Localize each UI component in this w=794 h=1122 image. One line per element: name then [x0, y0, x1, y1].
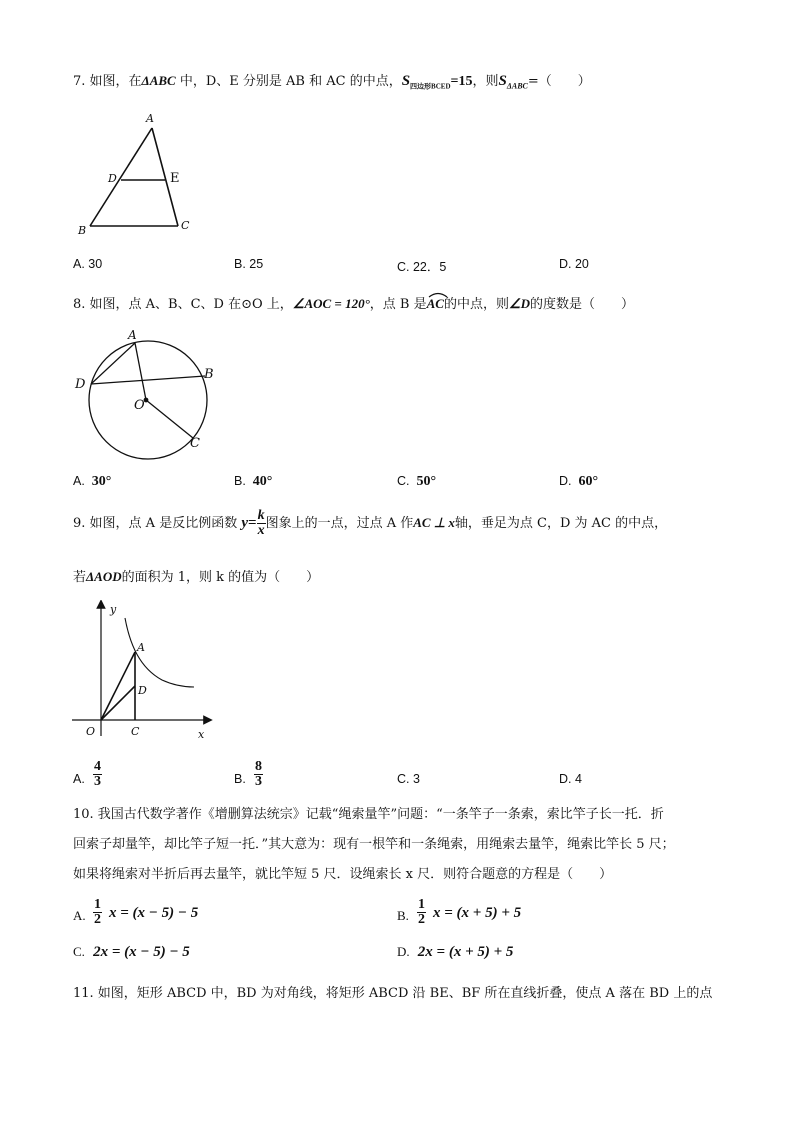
q9-segment-od — [101, 686, 135, 720]
q7-area2-subscript: ΔABC — [506, 81, 528, 91]
q10-option-a-num: 1 — [94, 897, 101, 912]
q9-text-post: 轴，垂足为点 C，D 为 AC 的中点， — [454, 516, 668, 531]
q9-graph-figure — [70, 600, 215, 740]
q9-line2-post: 的面积为 1，则 k 的值为（ ） — [121, 570, 320, 585]
q7-text-pre: 7. 如图，在 — [73, 74, 142, 89]
q10-option-b-letter: B. — [397, 908, 409, 923]
q7-label-d: D — [108, 172, 117, 185]
q9-option-a-letter: A. — [73, 772, 85, 786]
q7-area2-symbol: S — [498, 73, 507, 89]
q7-option-c[interactable]: C. 22．5 — [397, 260, 447, 274]
q8-option-d-value: 60° — [578, 474, 599, 489]
q7-area-subscript: 四边形BCED — [410, 82, 451, 91]
q10-option-a-fraction — [93, 898, 102, 927]
q9-option-a-fraction — [93, 760, 102, 789]
q8-text-pre: 8. 如图，点 A、B、C、D 在⊙O 上， — [73, 297, 293, 312]
q8-option-b[interactable] — [234, 474, 272, 490]
q10-option-a-expr: x = (x − 5) − 5 — [109, 905, 199, 921]
q10-option-d-expr: 2x = (x + 5) + 5 — [417, 944, 514, 960]
q8-text-mid: ，点 B 是 — [369, 297, 427, 312]
question-11-line1: 11. 如图，矩形 ABCD 中，BD 为对角线，将矩形 ABCD 沿 BE、BF 所在直线折叠，使点 A 落在 BD 上的点 — [73, 986, 713, 1001]
q9-label-o: O — [86, 725, 96, 738]
q8-radius-oc — [146, 400, 193, 438]
q9-option-c[interactable]: C. 3 — [397, 772, 420, 786]
q10-option-c-letter: C. — [73, 944, 85, 959]
q7-option-d[interactable]: D. 20 — [559, 257, 589, 271]
q8-label-c: C — [190, 436, 200, 451]
q9-option-b-num: 8 — [255, 759, 262, 774]
q7-text-mid: 中，D、E 分别是 AB 和 AC 的中点， — [175, 74, 402, 89]
q8-option-a[interactable] — [73, 474, 111, 490]
q8-radius-oa — [135, 343, 146, 400]
q10-option-c[interactable] — [73, 944, 190, 961]
q9-segment-oa — [101, 652, 135, 720]
q10-option-a-letter: A. — [73, 908, 86, 923]
q9-perp-symbol: AC ⊥ x — [413, 515, 455, 530]
question-8-stem — [73, 291, 634, 314]
q9-option-b-fraction — [254, 760, 263, 789]
q7-option-a[interactable]: A. 30 — [73, 257, 103, 271]
q8-angle-d: ∠D — [508, 296, 531, 311]
q8-arc-label: AC — [426, 296, 444, 311]
q9-option-a-num: 4 — [94, 759, 101, 774]
q8-option-d[interactable] — [559, 474, 598, 490]
q10-option-b-expr: x = (x + 5) + 5 — [433, 905, 522, 921]
question-10-line3: 如果将绳索对半折后再去量竿，就比竿短 5 尺．设绳索长 x 尺．则符合题意的方程是（ ） — [73, 867, 613, 882]
q10-option-b-fraction — [417, 898, 426, 927]
q7-label-a: A — [146, 112, 154, 125]
q8-option-a-letter: A. — [73, 474, 85, 488]
q10-option-d-letter: D. — [397, 944, 410, 959]
q9-k: k — [257, 508, 265, 523]
q8-text-post: 的中点，则 — [443, 297, 509, 312]
q9-text-pre: 9. 如图，点 A 是反比例函数 — [73, 516, 238, 531]
q8-option-c-letter: C. — [397, 474, 410, 488]
q9-fraction-k-over-x — [257, 509, 266, 538]
q10-option-b-num: 1 — [418, 897, 425, 912]
q8-chord-db — [91, 376, 205, 384]
q7-label-c: C — [181, 219, 190, 232]
q9-option-b-den: 3 — [255, 774, 262, 789]
q9-x: x — [257, 523, 265, 538]
q8-label-d: D — [75, 377, 86, 392]
q10-option-c-expr: 2x = (x − 5) − 5 — [93, 944, 190, 960]
q9-option-a-den: 3 — [94, 774, 101, 789]
q9-text-mid: 图象上的一点，过点 A 作 — [265, 516, 414, 531]
question-7-stem — [73, 72, 591, 96]
q8-option-b-letter: B. — [234, 474, 246, 488]
q9-label-d: D — [138, 684, 147, 697]
q8-arc-mark-icon — [427, 290, 449, 298]
q8-option-c-value: 50° — [416, 474, 437, 489]
q9-equals: = — [248, 515, 257, 531]
q7-label-e: E — [170, 171, 180, 186]
q8-label-o: O — [134, 398, 145, 413]
q8-text-tail: 的度数是（ ） — [530, 297, 635, 312]
q9-line2-pre: 若 — [73, 570, 87, 585]
q7-side-ab — [90, 128, 152, 226]
q7-triangle-symbol: ΔABC — [141, 73, 176, 88]
q7-label-b: B — [78, 224, 87, 237]
q9-option-d[interactable]: D. 4 — [559, 772, 582, 786]
q9-label-y: y — [110, 603, 117, 616]
q8-chord-da — [91, 343, 135, 384]
question-9-stem-line2 — [73, 568, 319, 587]
q8-label-a: A — [128, 328, 137, 342]
q7-text-tail: =（ ） — [527, 74, 591, 89]
q9-y-var: y — [241, 515, 249, 531]
q7-area-value: =15 — [450, 74, 473, 89]
q9-label-c: C — [131, 725, 140, 738]
q10-option-b-den: 2 — [418, 912, 425, 927]
question-10-line2: 回索子却量竿，却比竿子短一托．”其大意为：现有一根竿和一条绳索，用绳索去量竿，绳索比竿长 5 尺； — [73, 837, 675, 852]
q8-label-b: B — [204, 367, 214, 382]
q8-option-d-letter: D. — [559, 474, 572, 488]
q7-option-b[interactable]: B. 25 — [234, 257, 264, 271]
q10-option-d[interactable] — [397, 944, 513, 961]
q9-label-x: x — [198, 728, 205, 741]
q8-angle-aoc: ∠AOC = 120° — [292, 296, 370, 311]
q9-label-a: A — [137, 641, 145, 654]
q7-text-post: ，则 — [472, 74, 499, 89]
q9-option-b-letter: B. — [234, 772, 246, 786]
question-10-line1: 10. 我国古代数学著作《增删算法统宗》记载“绳索量竿”问题：“一条竿子一条索，索比竿子长一托．折 — [73, 807, 664, 822]
question-9-stem-line1 — [73, 509, 667, 538]
q8-arc-ac — [427, 291, 444, 313]
q8-option-a-value: 30° — [91, 474, 112, 489]
q8-option-c[interactable] — [397, 474, 436, 490]
q9-triangle-aod: ΔAOD — [86, 569, 122, 584]
q7-area-symbol: S — [401, 73, 411, 89]
q8-option-b-value: 40° — [252, 474, 273, 489]
q10-option-a-den: 2 — [94, 912, 101, 927]
